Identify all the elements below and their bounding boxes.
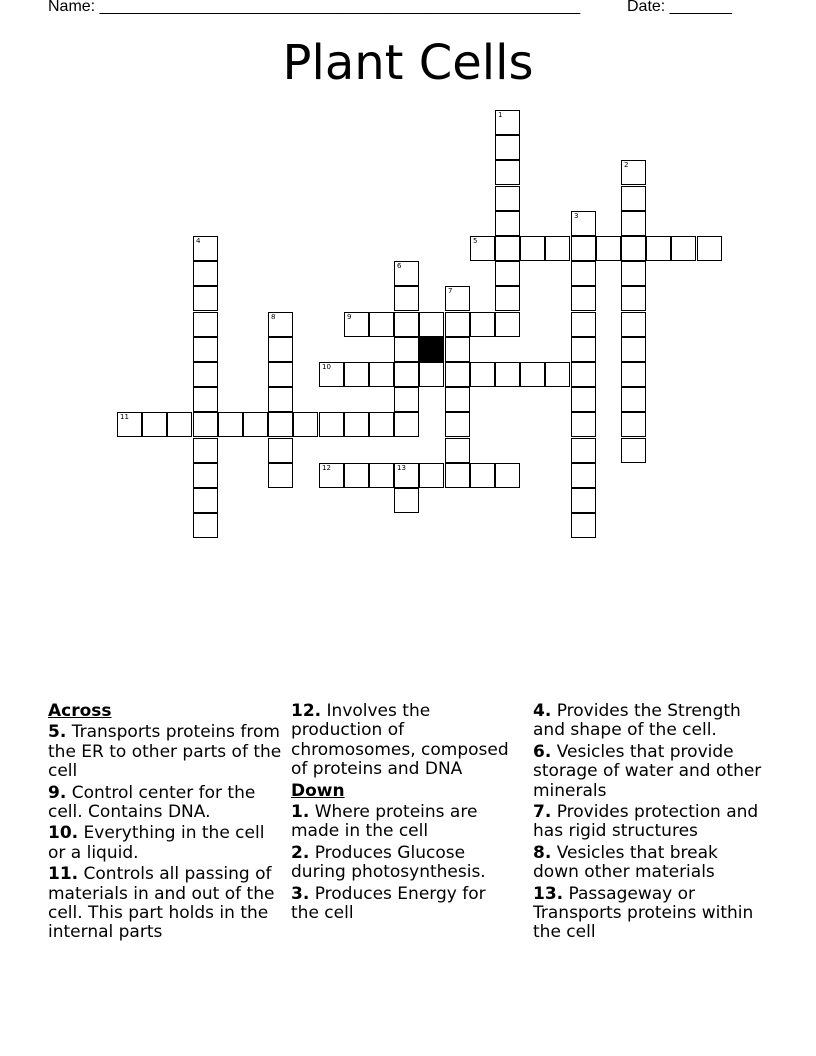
crossword-cell[interactable] — [571, 261, 596, 286]
crossword-cell[interactable] — [193, 261, 218, 286]
crossword-cell[interactable] — [495, 463, 520, 488]
crossword-cell[interactable] — [243, 412, 268, 437]
crossword-cell[interactable] — [394, 488, 419, 513]
clue-down-4: 4. Provides the Strength and shape of the cell. — [533, 701, 741, 741]
clue-number: 6 — [397, 262, 402, 270]
crossword-cell[interactable] — [571, 312, 596, 337]
clues-column-2 — [291, 702, 517, 925]
date-field: Date: _______ — [627, 0, 732, 15]
clue-number: 1 — [498, 111, 503, 119]
clue-down-8: 8. Vesicles that break down other materials — [533, 842, 718, 883]
clues-column-3 — [533, 702, 769, 945]
crossword-cell[interactable] — [495, 362, 520, 387]
crossword-cell[interactable] — [571, 412, 596, 437]
clue-number: 11 — [120, 413, 129, 421]
crossword-cell[interactable] — [495, 135, 520, 160]
crossword-cell[interactable] — [621, 387, 646, 412]
crossword-cell[interactable] — [470, 362, 495, 387]
crossword-cell[interactable] — [419, 463, 444, 488]
crossword-cell[interactable] — [621, 261, 646, 286]
crossword-cell[interactable] — [319, 362, 344, 387]
crossword-cell[interactable] — [520, 362, 545, 387]
across-heading: Across — [48, 701, 112, 721]
crossword-cell[interactable] — [495, 261, 520, 286]
crossword-cell[interactable] — [495, 160, 520, 185]
crossword-cell[interactable] — [268, 412, 293, 437]
crossword-cell[interactable] — [621, 312, 646, 337]
clue-across-9: 9. Control center for the cell. Contains DNA. — [48, 782, 256, 823]
crossword-cell[interactable] — [268, 463, 293, 488]
crossword-cell[interactable] — [495, 312, 520, 337]
crossword-cell[interactable] — [445, 312, 470, 337]
crossword-cell[interactable] — [621, 362, 646, 387]
clue-number: 12 — [322, 464, 331, 472]
crossword-cell[interactable] — [571, 513, 596, 538]
crossword-cell[interactable] — [646, 236, 671, 261]
clue-number: 2 — [624, 161, 629, 169]
crossword-cell[interactable] — [571, 463, 596, 488]
crossword-cell[interactable] — [319, 463, 344, 488]
clue-number: 13 — [397, 464, 406, 472]
clue-down-3: 3. Produces Energy for the cell — [291, 883, 486, 924]
crossword-cell[interactable] — [193, 387, 218, 412]
crossword-cell[interactable] — [520, 236, 545, 261]
clue-down-13: 13. Passageway or Transports proteins within the cell — [533, 883, 754, 943]
crossword-cell[interactable] — [268, 438, 293, 463]
crossword-cell[interactable] — [571, 362, 596, 387]
crossword-cell[interactable] — [445, 463, 470, 488]
crossword-cell[interactable] — [419, 362, 444, 387]
crossword-cell[interactable] — [621, 236, 646, 261]
clue-across-5: 5. Transports proteins from the ER to other parts of the cell — [48, 722, 282, 782]
crossword-cell[interactable] — [671, 236, 696, 261]
crossword-cell[interactable] — [193, 513, 218, 538]
crossword-cell[interactable] — [369, 412, 394, 437]
crossword-cell[interactable] — [218, 412, 243, 437]
crossword-cell[interactable] — [470, 236, 495, 261]
crossword-cell[interactable] — [193, 236, 218, 261]
crossword-cell[interactable] — [268, 362, 293, 387]
crossword-cell[interactable] — [344, 412, 369, 437]
clue-down-7: 7. Provides protection and has rigid structures — [533, 802, 759, 842]
crossword-cell[interactable] — [319, 412, 344, 437]
clue-down-6: 6. Vesicles that provide storage of water and other minerals — [533, 741, 762, 801]
page-title: Plant Cells — [282, 35, 534, 91]
crossword-cell[interactable] — [445, 412, 470, 437]
crossword-cell[interactable] — [495, 286, 520, 311]
crossword-cell[interactable] — [621, 412, 646, 437]
name-field: Name: ______________________________________________________ — [48, 0, 581, 15]
crossword-cell[interactable] — [621, 160, 646, 185]
crossword-cell[interactable] — [445, 362, 470, 387]
crossword-cell[interactable] — [571, 387, 596, 412]
crossword-cell[interactable] — [193, 312, 218, 337]
crossword-cell[interactable] — [193, 463, 218, 488]
crossword-cell[interactable] — [193, 438, 218, 463]
crossword-cell[interactable] — [596, 236, 621, 261]
crossword-cell[interactable] — [369, 362, 394, 387]
crossword-cell[interactable] — [344, 362, 369, 387]
crossword-cell[interactable] — [445, 438, 470, 463]
clue-number: 10 — [322, 363, 331, 371]
crossword-cell[interactable] — [344, 312, 369, 337]
clue-number: 9 — [347, 313, 352, 321]
crossword-cell[interactable] — [545, 362, 570, 387]
crossword-cell[interactable] — [167, 412, 192, 437]
down-heading: Down — [291, 780, 345, 801]
crossword-cell[interactable] — [394, 463, 419, 488]
crossword-cell[interactable] — [445, 286, 470, 311]
clue-number: 8 — [271, 313, 276, 321]
crossword-cell[interactable] — [293, 412, 318, 437]
clue-down-2: 2. Produces Glucose during photosynthesis. — [291, 842, 486, 883]
clue-number: 5 — [473, 237, 478, 245]
crossword-cell[interactable] — [545, 236, 570, 261]
crossword-cell[interactable] — [495, 186, 520, 211]
crossword-cell[interactable] — [470, 463, 495, 488]
clue-number: 3 — [574, 212, 579, 220]
crossword-cell[interactable] — [495, 110, 520, 135]
crossword-cell[interactable] — [621, 337, 646, 362]
crossword-cell[interactable] — [419, 312, 444, 337]
crossword-cell[interactable] — [621, 438, 646, 463]
crossword-cell[interactable] — [571, 286, 596, 311]
crossword-cell[interactable] — [268, 312, 293, 337]
blocked-cell — [419, 337, 444, 362]
clue-number: 7 — [448, 287, 453, 295]
crossword-cell[interactable] — [142, 412, 167, 437]
crossword-cell[interactable] — [193, 412, 218, 437]
crossword-cell[interactable] — [571, 488, 596, 513]
crossword-cell[interactable] — [394, 362, 419, 387]
crossword-cell[interactable] — [117, 412, 142, 437]
crossword-cell[interactable] — [193, 286, 218, 311]
crossword-cell[interactable] — [193, 337, 218, 362]
crossword-cell[interactable] — [268, 337, 293, 362]
crossword-cell[interactable] — [571, 211, 596, 236]
clue-across-11: 11. Controls all passing of materials in and out of the cell. This part holds in the internal parts — [48, 864, 275, 943]
crossword-cell[interactable] — [470, 312, 495, 337]
crossword-cell[interactable] — [445, 337, 470, 362]
crossword-cell[interactable] — [394, 286, 419, 311]
crossword-cell[interactable] — [369, 463, 394, 488]
crossword-cell[interactable] — [394, 337, 419, 362]
crossword-cell[interactable] — [495, 211, 520, 236]
crossword-cell[interactable] — [394, 387, 419, 412]
clue-across-10: 10. Everything in the cell or a liquid. — [48, 823, 265, 863]
crossword-cell[interactable] — [193, 362, 218, 387]
crossword-cell[interactable] — [394, 412, 419, 437]
crossword-cell[interactable] — [369, 312, 394, 337]
crossword-cell[interactable] — [394, 261, 419, 286]
crossword-cell[interactable] — [621, 211, 646, 236]
clue-down-1: 1. Where proteins are made in the cell — [291, 802, 478, 842]
crossword-cell[interactable] — [193, 488, 218, 513]
crossword-cell[interactable] — [697, 236, 722, 261]
crossword-cell[interactable] — [571, 438, 596, 463]
clues-column-1 — [48, 702, 284, 945]
crossword-cell[interactable] — [495, 236, 520, 261]
crossword-cell[interactable] — [621, 286, 646, 311]
crossword-cell[interactable] — [445, 387, 470, 412]
crossword-cell[interactable] — [344, 463, 369, 488]
crossword-cell[interactable] — [394, 312, 419, 337]
crossword-cell[interactable] — [621, 186, 646, 211]
clue-across-12: 12. Involves the production of chromosomes, composed of proteins and DNA — [291, 701, 509, 780]
clue-number: 4 — [196, 237, 201, 245]
crossword-cell[interactable] — [571, 236, 596, 261]
crossword-cell[interactable] — [268, 387, 293, 412]
crossword-cell[interactable] — [571, 337, 596, 362]
